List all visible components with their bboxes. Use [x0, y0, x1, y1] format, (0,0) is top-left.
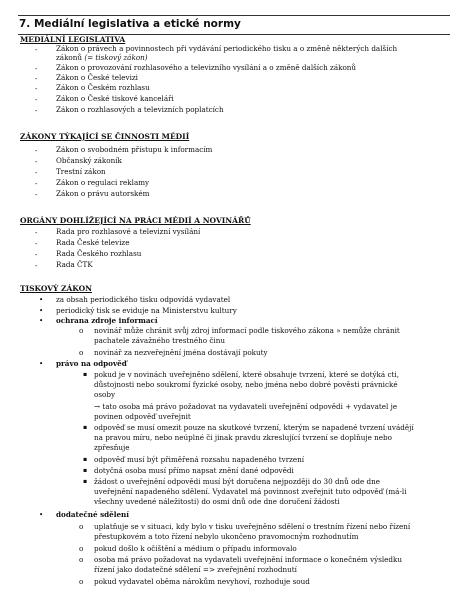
circle-bullet: o — [79, 544, 84, 553]
dash-bullet: - — [35, 168, 38, 177]
list-item: uplatňuje se v situaci, kdy bylo v tisku uveřejněno sdělení o trestním řízení nebo řízení — [94, 522, 411, 531]
list-item-cont: důstojnosti nebo soukromí fyzické osoby, nebo jména nebo dobré pověsti právnické — [94, 380, 398, 389]
list-item: Rada pro rozhlasové a televizní vysílání — [56, 227, 201, 236]
list-item-note: (= tiskový zákon) — [84, 53, 148, 62]
dash-bullet: - — [35, 45, 38, 54]
list-item: Zákon o právu autorském — [56, 189, 150, 198]
list-item: periodický tisk se eviduje na Ministerstvu kultury — [56, 306, 237, 315]
square-bullet: ▪ — [83, 478, 88, 485]
list-item: Zákon o regulaci reklamy — [56, 178, 150, 187]
list-item-cont: na pravou míru, nebo neúplné či jinak pravdu zkreslující tvrzení se doplňuje nebo — [94, 433, 392, 442]
list-item: žádost o uveřejnění odpovědi musí být doručena nejpozději do 30 dnů ode dne — [94, 477, 381, 486]
list-item: za obsah periodického tisku odpovídá vydavatel — [56, 295, 231, 304]
square-bullet: ▪ — [83, 371, 88, 378]
square-bullet: ▪ — [83, 456, 88, 463]
list-item: pokud je v novinách uveřejněno sdělení, které obsahuje tvrzení, které se dotýká cti, — [94, 370, 399, 379]
square-bullet: ▪ — [83, 467, 88, 474]
subsection-label-odpoved: právo na odpověď — [56, 359, 127, 368]
list-item: Zákon o právech a povinnostech při vydávání periodického tisku a o změně některých dalších — [56, 44, 398, 53]
title-bar — [18, 15, 450, 35]
dash-bullet: - — [35, 146, 38, 155]
dot-bullet: • — [39, 359, 44, 368]
list-item: pokud došlo k očištění a médium o případu informovalo — [94, 544, 297, 553]
list-item-cont: přestupkovém a toto řízení nebylo ukončeno pravomocným rozhodnutím — [94, 532, 359, 541]
dash-bullet: - — [35, 228, 38, 237]
list-item-cont: uveřejnění napadeného sdělení. Vydavatel má povinnost zveřejnit tuto odpověď (má-li — [94, 487, 407, 496]
subsection-label-dodatecne: dodatečné sdělení — [56, 510, 129, 519]
circle-bullet: o — [79, 348, 84, 357]
list-item: Rada Českého rozhlasu — [56, 249, 142, 258]
list-item: Zákon o provozování rozhlasového a televizního vysílání a o změně dalších zákonů — [56, 63, 357, 72]
section-heading-legislativa: MEDIÁLNÍ LEGISLATIVA — [20, 35, 126, 44]
page-title: 7. Mediální legislativa a etické normy — [19, 18, 241, 30]
list-item: odpověď musí být přiměřená rozsahu napadeného tvrzení — [94, 455, 305, 464]
dash-bullet: - — [35, 190, 38, 199]
circle-bullet: o — [79, 522, 84, 531]
list-item-cont: → tato osoba má právo požadovat na vydavateli uveřejnění odpovědi + vydavatel je — [94, 402, 398, 411]
list-item-cont: řízení jako dodatečné sdělení => zveřejnění rozhodnutí — [94, 565, 297, 574]
dash-bullet: - — [35, 95, 38, 104]
dash-bullet: - — [35, 250, 38, 259]
list-item: Zákon o Českém rozhlasu — [56, 83, 150, 92]
list-item-cont: povinen odpověď uveřejnit — [94, 412, 191, 421]
section-heading-organy: ORGÁNY DOHLÍŽEJÍCÍ NA PRÁCI MÉDIÍ A NOVINÁŘŮ — [20, 216, 251, 225]
section-heading-tiskovy: TISKOVÝ ZÁKON — [20, 284, 93, 293]
list-item: Rada České televize — [56, 238, 130, 247]
list-item: Zákon o České tiskové kanceláři — [56, 94, 174, 103]
list-item: Občanský zákoník — [56, 156, 122, 165]
list-item-cont: zpřesňuje — [94, 443, 130, 452]
list-item: osoba má právo požadovat na vydavateli uveřejnění informace o konečném výsledku — [94, 555, 403, 564]
list-item-cont: všechny uvedené náležitosti) do osmi dnů ode dne doručení žádosti — [94, 497, 340, 506]
list-item-cont: osoby — [94, 390, 116, 399]
subsection-label-ochrana: ochrana zdroje informací — [56, 316, 158, 325]
list-item-cont: pachatele závažného trestného činu — [94, 336, 225, 345]
section-heading-zakony: ZÁKONY TÝKAJÍCÍ SE ČINNOSTI MÉDIÍ — [20, 132, 190, 141]
dash-bullet: - — [35, 239, 38, 248]
list-item: Trestní zákon — [56, 167, 106, 176]
list-item: Zákon o rozhlasových a televizních poplatcích — [56, 105, 224, 114]
dot-bullet: • — [39, 510, 44, 519]
list-item: pokud vydavatel oběma nárokům nevyhoví, rozhoduje soud — [94, 577, 310, 586]
list-item-text: zákonů — [56, 53, 83, 62]
list-item: novinář může chránit svůj zdroj informací podle tiskového zákona » nemůže chránit — [94, 326, 400, 335]
list-item: Zákon o České televizi — [56, 73, 138, 82]
dash-bullet: - — [35, 84, 38, 93]
dot-bullet: • — [39, 316, 44, 325]
circle-bullet: o — [79, 326, 84, 335]
dash-bullet: - — [35, 261, 38, 270]
circle-bullet: o — [79, 555, 84, 564]
square-bullet: ▪ — [83, 424, 88, 431]
list-item: Zákon o svobodném přístupu k informacím — [56, 145, 213, 154]
list-item: odpověď se musí omezit pouze na skutkové tvrzení, kterým se napadené tvrzení uvádějí — [94, 423, 414, 432]
dash-bullet: - — [35, 106, 38, 115]
dash-bullet: - — [35, 64, 38, 73]
dash-bullet: - — [35, 157, 38, 166]
dash-bullet: - — [35, 179, 38, 188]
list-item: dotyčná osoba musí přímo napsat znění dané odpovědi — [94, 466, 294, 475]
dot-bullet: • — [39, 306, 44, 315]
dash-bullet: - — [35, 74, 38, 83]
list-item: Rada ČTK — [56, 260, 93, 269]
dot-bullet: • — [39, 295, 44, 304]
list-item-cont — [56, 53, 451, 62]
list-item: novinář za nezveřejnění jména dostávají pokuty — [94, 348, 268, 357]
circle-bullet: o — [79, 577, 84, 586]
